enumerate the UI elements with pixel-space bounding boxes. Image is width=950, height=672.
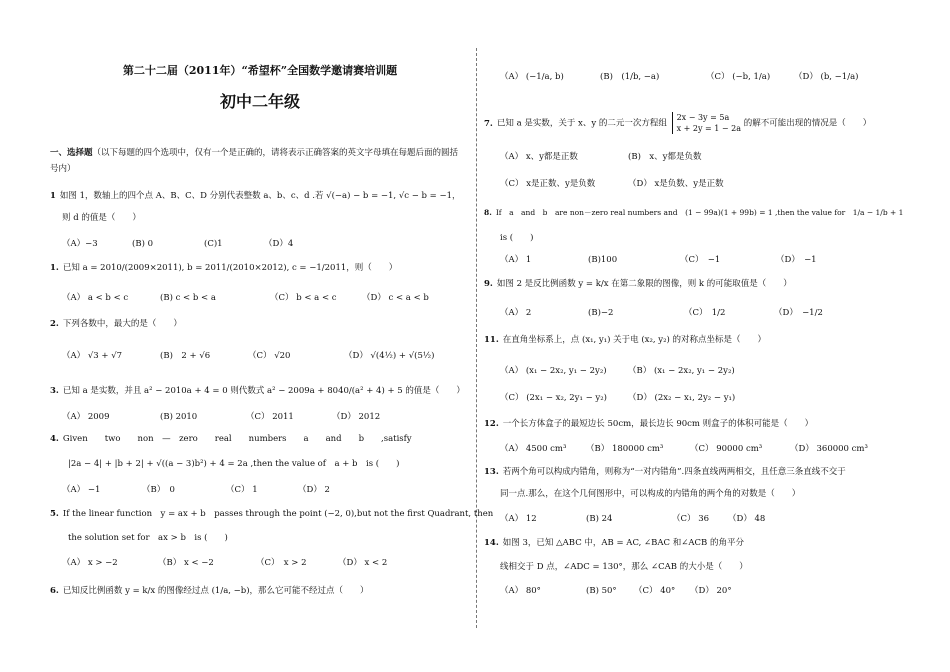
- question-2-stem: 2. 下列各数中，最大的是（ ）: [50, 319, 182, 329]
- option-b[interactable]: (B) 2 + √6: [160, 351, 211, 361]
- question-3-stem: 3. 已知 a 是实数，并且 a² − 2010a + 4 = 0 则代数式 a² − 2009a + 8040/(a² + 4) + 5 的值是（ ）: [50, 386, 465, 396]
- question-5-stem: 5. If the linear function y = ax + b passes through the point (−2, 0),but not the first Quadrant, then: [50, 509, 494, 519]
- option-b[interactable]: (B) c < b < a: [160, 293, 216, 303]
- option-c[interactable]: （C） √20: [248, 351, 291, 361]
- option-a[interactable]: （A） 2009: [62, 412, 110, 422]
- option-a[interactable]: （A） 12: [500, 514, 537, 524]
- column-divider: [476, 48, 477, 628]
- option-c[interactable]: （C） 40°: [634, 586, 676, 596]
- question-11-stem: 11. 在直角坐标系上，点 (x₁, y₁) 关于电 (x₂, y₂) 的对称点坐标是（ ）: [484, 335, 767, 345]
- section-instructions: （以下每题的四个选项中，仅有一个是正确的，请将表示正确答案的英文字母填在每题后面的圆括号内）: [50, 148, 459, 174]
- option-c[interactable]: （C） 1/2: [684, 308, 726, 318]
- option-c[interactable]: （C） (−b, 1/a): [706, 72, 771, 82]
- question-2-options: [62, 349, 434, 361]
- question-1-stem: 1 如图 1，数轴上的四个点 A、B、C、D 分别代表整数 a、b、c、d .若 √(−a) − b = −1, √c − b = −1，: [50, 191, 461, 201]
- option-b[interactable]: （B） (x₁ − 2x₂, y₁ − 2y₂): [628, 366, 735, 376]
- option-d[interactable]: （D） √(4½) + √(5½): [344, 351, 435, 361]
- option-a[interactable]: （A） a < b < c: [62, 293, 129, 303]
- grade-title: 初中二年级: [219, 92, 300, 111]
- option-b[interactable]: (B) 2010: [160, 412, 198, 422]
- option-a[interactable]: （A）−3: [62, 239, 98, 249]
- option-d[interactable]: （D） (2x₂ − x₁, 2y₂ − y₁): [628, 393, 736, 403]
- option-d[interactable]: （D） c < a < b: [362, 293, 429, 303]
- option-b[interactable]: (B)100: [588, 255, 618, 265]
- option-b[interactable]: （B） 180000 cm³: [586, 444, 664, 454]
- option-d[interactable]: （D） 360000 cm³: [790, 444, 868, 454]
- option-b[interactable]: (B) (1/b, −a): [600, 72, 660, 82]
- option-c[interactable]: （C） 1: [226, 485, 258, 495]
- question-14-options: [500, 584, 732, 596]
- question-13-stem: 13. 若两个角可以构成内错角，则称为“一对内错角”.四条直线两两相交，且任意三条直线不交于: [484, 467, 846, 477]
- option-d[interactable]: （D）4: [264, 239, 294, 249]
- question-14-stem: 14. 如图 3，已知 △ABC 中，AB = AC, ∠BAC 和∠ACB 的角平分: [484, 538, 744, 548]
- option-a[interactable]: （A） 1: [500, 255, 532, 265]
- question-6-options: [500, 70, 858, 82]
- question-5-options: [62, 556, 387, 568]
- option-a[interactable]: （A） 80°: [500, 586, 541, 596]
- question-5-stem-2: the solution set for ax > b is ( ): [68, 533, 228, 543]
- option-a[interactable]: （A） √3 + √7: [62, 351, 123, 361]
- question-11-options: [500, 364, 735, 376]
- question-1-options: [62, 237, 293, 249]
- option-b[interactable]: (B) 0: [132, 239, 153, 249]
- section-label: 一、选择题: [50, 148, 93, 158]
- exam-title: 第二十二届（2011年）“希望杯”全国数学邀请赛培训题: [122, 64, 398, 77]
- question-1-stem-2: 则 d 的值是（ ）: [62, 213, 141, 223]
- question-9-stem: 9. 如图 2 是反比例函数 y = k/x 在第二象限的图像，则 k 的可能取值是（ ）: [484, 279, 792, 289]
- option-c[interactable]: (C)1: [204, 239, 223, 249]
- option-c[interactable]: （C） 36: [672, 514, 710, 524]
- option-a[interactable]: （A） 2: [500, 308, 532, 318]
- question-11-options-2: [500, 391, 735, 403]
- option-a[interactable]: （A） (−1/a, b): [500, 72, 564, 82]
- question-6-stem: 6. 已知反比例函数 y = k/x 的图像经过点 (1/a, −b)，那么它可能不经过点（ ）: [50, 586, 369, 596]
- option-b[interactable]: (B) 50°: [586, 586, 617, 596]
- question-8-stem-2: is ( ): [500, 233, 534, 243]
- option-d[interactable]: （D） 2: [298, 485, 330, 495]
- option-d[interactable]: （D） 2012: [332, 412, 381, 422]
- question-12-options: [500, 442, 868, 454]
- option-d[interactable]: （D） x < 2: [338, 558, 388, 568]
- question-4-stem-2: |2a − 4| + |b + 2| + √((a − 3)b²) + 4 = 2a ,then the value of a + b is ( ): [68, 459, 400, 469]
- option-a[interactable]: （A） x、y都是正数: [500, 152, 578, 162]
- question-12-stem: 12. 一个长方体盒子的最短边长 50cm，最长边长 90cm 则盒子的体积可能是（ ）: [484, 419, 814, 429]
- question-8-options: [500, 253, 817, 265]
- option-c[interactable]: （C） x > 2: [256, 558, 307, 568]
- question-13-stem-2: 同一点.那么，在这个几何图形中，可以构成的内错角的两个角的对数是（ ）: [500, 489, 801, 499]
- option-b[interactable]: (B)−2: [588, 308, 614, 318]
- question-13-options: [500, 512, 765, 524]
- question-1b-options: [62, 291, 429, 303]
- option-d[interactable]: （D） x是负数、y是正数: [628, 179, 724, 189]
- option-c[interactable]: （C） x是正数、y是负数: [500, 179, 596, 189]
- option-a[interactable]: （A） x > −2: [62, 558, 118, 568]
- section-header: [50, 145, 460, 177]
- question-14-stem-2: 线相交于 D 点，∠ADC = 130°，那么 ∠CAB 的大小是（ ）: [500, 562, 748, 572]
- option-c[interactable]: （C） 2011: [246, 412, 294, 422]
- option-b[interactable]: （B） x < −2: [158, 558, 214, 568]
- question-9-options: [500, 306, 823, 318]
- equation-system: 2x − 3y = 5a x + 2y = 1 − 2a: [672, 112, 741, 134]
- option-b[interactable]: (B) x、y都是负数: [628, 152, 702, 162]
- option-d[interactable]: （D） 48: [728, 514, 766, 524]
- option-d[interactable]: （D） (b, −1/a): [794, 72, 859, 82]
- question-7-stem: 7. 已知 a 是实数，关于 x、y 的二元一次方程组 2x − 3y = 5a x + 2y = 1 − 2a 的解不可能出现的情况是（ ）: [484, 113, 872, 133]
- question-4-options: [62, 483, 330, 495]
- option-c[interactable]: （C） b < a < c: [270, 293, 337, 303]
- question-8-stem: 8. If a and b are non－zero real numbers and (1 − 99a)(1 + 99b) = 1 ,then the value for 1/a − 1/b + 1: [484, 208, 904, 217]
- option-c[interactable]: （C） (2x₁ − x₂, 2y₁ − y₂): [500, 393, 607, 403]
- option-b[interactable]: （B） 0: [142, 485, 175, 495]
- question-7-options: [500, 150, 701, 162]
- option-c[interactable]: （C） 90000 cm³: [690, 444, 763, 454]
- option-d[interactable]: （D） −1: [776, 255, 817, 265]
- option-b[interactable]: (B) 24: [586, 514, 613, 524]
- option-d[interactable]: （D） 20°: [690, 586, 732, 596]
- question-3-options: [62, 410, 380, 422]
- option-a[interactable]: （A） 4500 cm³: [500, 444, 567, 454]
- option-a[interactable]: （A） −1: [62, 485, 101, 495]
- option-a[interactable]: （A） (x₁ − 2x₂, y₁ − 2y₂): [500, 366, 607, 376]
- option-d[interactable]: （D） −1/2: [774, 308, 823, 318]
- option-c[interactable]: （C） −1: [680, 255, 721, 265]
- question-7-options-2: [500, 177, 724, 189]
- question-4-stem: 4. Given two non — zero real numbers a and b ,satisfy: [50, 434, 412, 444]
- question-1b-stem: 1. 已知 a = 2010/(2009×2011), b = 2011/(2010×2012), c = −1/2011，则（ ）: [50, 263, 398, 273]
